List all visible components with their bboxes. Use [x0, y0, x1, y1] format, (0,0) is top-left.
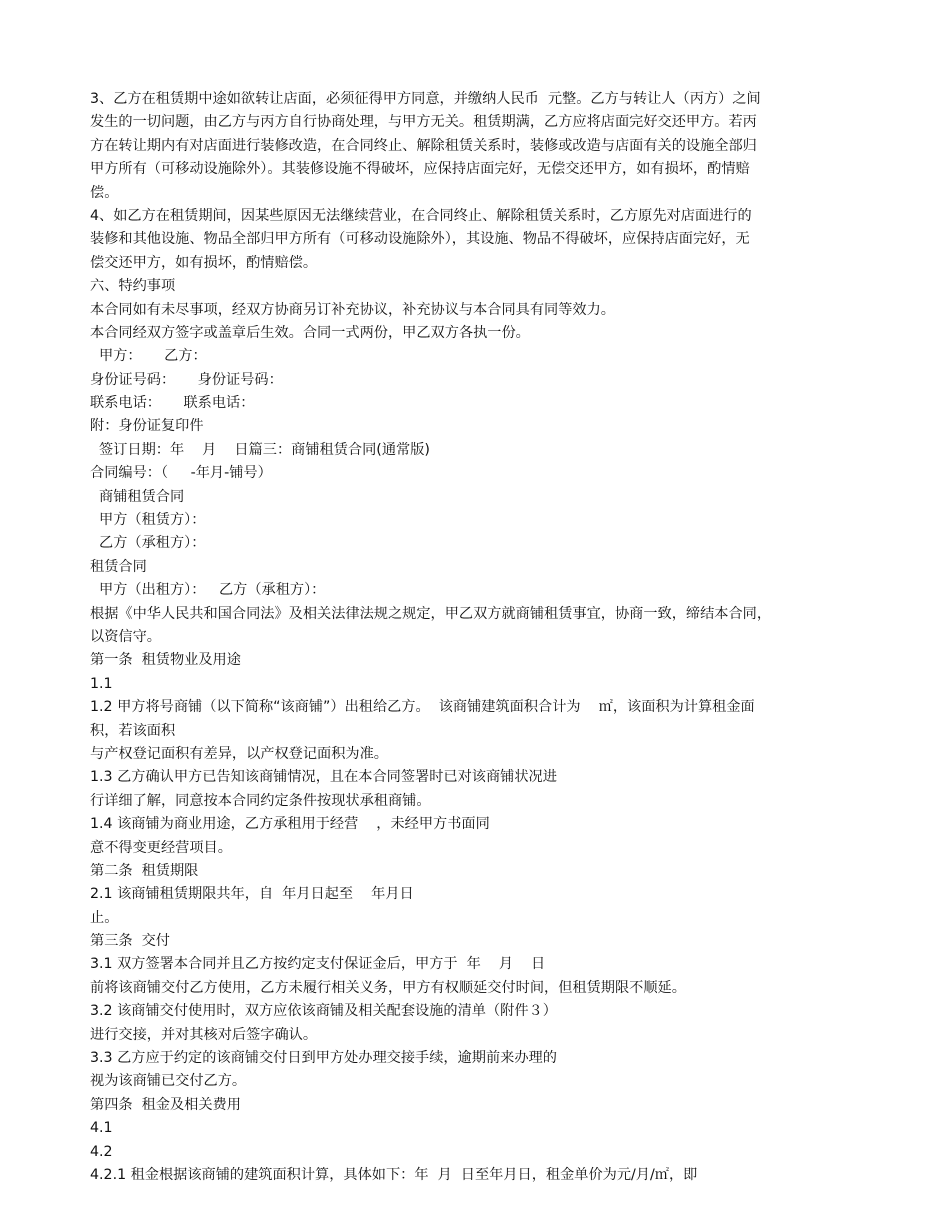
- document-line: 4.2.1 租金根据该商铺的建筑面积计算，具体如下：年 月 日至年月日，租金单价为元/月/㎡，即: [90, 1166, 698, 1183]
- document-line: 4.1: [90, 1120, 113, 1137]
- document-line: 本合同如有未尽事项，经双方协商另订补充协议，补充协议与本合同具有同等效力。: [90, 301, 615, 318]
- document-line: 附：身份证复印件: [90, 418, 204, 435]
- document-line: 联系电话： 联系电话：: [90, 395, 255, 412]
- document-line: 身份证号码： 身份证号码：: [90, 371, 283, 388]
- document-line: 意不得变更经营项目。: [90, 839, 232, 856]
- document-line: 六、特约事项: [90, 278, 176, 295]
- document-line: 1.3 乙方确认甲方已告知该商铺情况，且在本合同签署时已对该商铺状况进: [90, 769, 557, 786]
- document-line: 积，若该面积: [90, 722, 176, 739]
- document-line: 以资信守。: [90, 628, 161, 645]
- document-line: 行详细了解，同意按本合同约定条件按现状承租商铺。: [90, 792, 431, 809]
- document-line: 第一条 租赁物业及用途: [90, 652, 241, 669]
- document-line: 甲方： 乙方：: [90, 348, 207, 365]
- document-line: 前将该商铺交付乙方使用，乙方未履行相关义务，甲方有权顺延交付时间，但租赁期限不顺延。: [90, 979, 686, 996]
- document-line: 甲方（租赁方）：: [90, 512, 206, 529]
- document-line: 根据《中华人民共和国合同法》及相关法律法规之规定，甲乙双方就商铺租赁事宜，协商一致，缔结本合同，: [90, 605, 772, 622]
- document-line: 1.1: [90, 675, 113, 692]
- document-line: 3.2 该商铺交付使用时，双方应依该商铺及相关配套设施的清单（附件３）: [90, 1003, 557, 1020]
- document-line: 甲方所有（可移动设施除外）。其装修设施不得破坏，应保持店面完好，无偿交还甲方，如有损坏，酌情赔: [90, 161, 750, 178]
- document-line: 与产权登记面积有差异，以产权登记面积为准。: [90, 745, 388, 762]
- document-line: 1.2 甲方将号商铺（以下简称“该商铺”）出租给乙方。 该商铺建筑面积合计为 ㎡，该面积为计算租金面: [90, 699, 755, 716]
- document-line: 第三条 交付: [90, 933, 170, 950]
- document-line: 商铺租赁合同: [90, 488, 185, 505]
- document-line: 租赁合同: [90, 558, 147, 575]
- document-line: 甲方（出租方）： 乙方（承租方）：: [90, 582, 326, 599]
- document-line: 1.4 该商铺为商业用途，乙方承租用于经营 ，未经甲方书面同: [90, 816, 490, 833]
- document-line: 偿。: [90, 184, 119, 201]
- document-line: 本合同经双方签字或盖章后生效。合同一式两份，甲乙双方各执一份。: [90, 324, 530, 341]
- document-line: 3、乙方在租赁期中途如欲转让店面，必须征得甲方同意，并缴纳人民币 元整。乙方与转让人（丙方）之间: [90, 91, 761, 107]
- document-line: 第二条 租赁期限: [90, 862, 199, 879]
- document-line: 方在转让期内有对店面进行装修改造，在合同终止、解除租赁关系时，装修或改造与店面有关的设施全部归: [90, 137, 757, 154]
- document-line: 进行交接，并对其核对后签字确认。: [90, 1026, 318, 1043]
- document-line: 签订日期：年 月 日篇三：商铺租赁合同(通常版): [90, 441, 430, 458]
- document-line: 发生的一切问题，由乙方与丙方自行协商处理，与甲方无关。租赁期满，乙方应将店面完好交还甲方。若丙: [90, 114, 757, 131]
- document-line: 3.1 双方签署本合同并且乙方按约定支付保证金后，甲方于 年 月 日: [90, 956, 546, 973]
- document-body: [90, 88, 870, 1187]
- document-line: 2.1 该商铺租赁期限共年，自 年月日起至 年月日: [90, 886, 414, 903]
- document-line: 乙方（承租方）：: [90, 535, 206, 552]
- document-line: 合同编号：（ -年月-铺号）: [90, 465, 272, 482]
- document-line: 偿交还甲方，如有损坏，酌情赔偿。: [90, 254, 318, 271]
- document-line: 装修和其他设施、物品全部归甲方所有（可移动设施除外），其设施、物品不得破坏，应保持店面完好，无: [90, 231, 750, 248]
- document-line: 第四条 租金及相关费用: [90, 1096, 241, 1113]
- document-line: 3.3 乙方应于约定的该商铺交付日到甲方处办理交接手续，逾期前来办理的: [90, 1050, 557, 1067]
- document-line: 止。: [90, 909, 119, 926]
- document-line: 4.2: [90, 1143, 113, 1160]
- document-line: 4、如乙方在租赁期间，因某些原因无法继续营业，在合同终止、解除租赁关系时，乙方原先对店面进行的: [90, 207, 752, 224]
- document-line: 视为该商铺已交付乙方。: [90, 1073, 247, 1090]
